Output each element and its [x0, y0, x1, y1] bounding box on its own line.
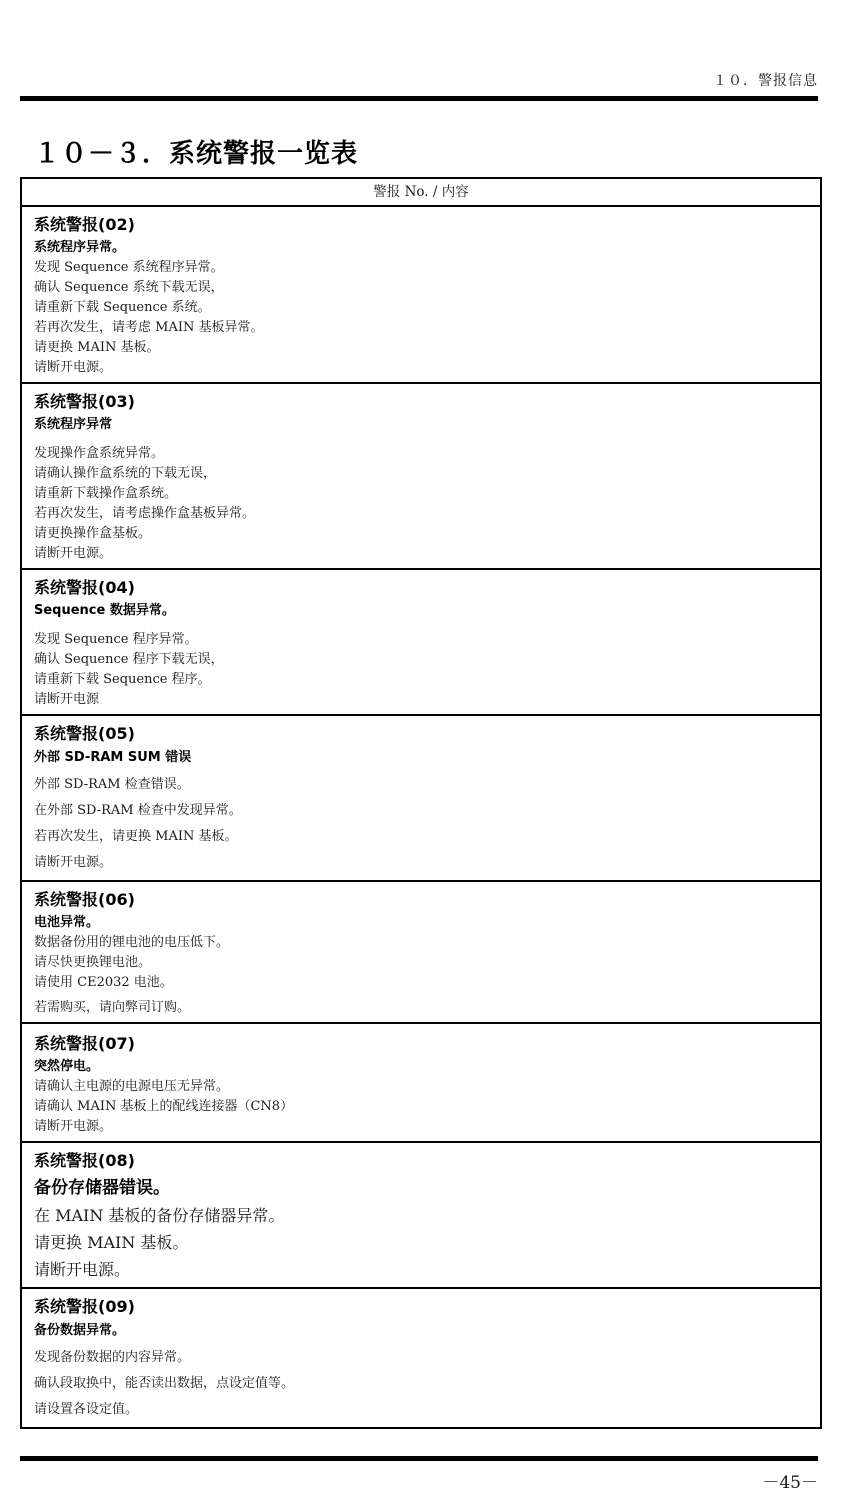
- alarm-line: 请断开电源。: [34, 855, 113, 870]
- alarm-line: 请使用 CE2032 电池。: [34, 975, 173, 990]
- footer-rule: [20, 1456, 818, 1461]
- alarm-title: 系统警报(08): [34, 1151, 135, 1170]
- alarm-line: 请尽快更换锂电池。: [34, 955, 152, 970]
- alarm-line: 请确认操作盒系统的下载无误，: [34, 466, 217, 481]
- alarm-line: 请确认 MAIN 基板上的配线连接器（CN8）: [34, 1099, 294, 1114]
- alarm-line: 若需购买，请向弊司订购。: [34, 1000, 191, 1015]
- alarm-line: 请更换 MAIN 基板。: [34, 340, 160, 355]
- alarm-line: 发现备份数据的内容异常。: [34, 1350, 191, 1365]
- alarm-title: 系统警报(09): [34, 1297, 135, 1316]
- alarm-subtitle: 电池异常。: [34, 915, 100, 930]
- alarm-line: 确认段取换中，能否读出数据，点设定值等。: [34, 1376, 295, 1391]
- alarm-line: 在 MAIN 基板的备份存储器异常。: [34, 1206, 285, 1225]
- alarm-title: 系统警报(05): [34, 724, 135, 743]
- alarm-line: 外部 SD-RAM 检查错误。: [34, 777, 190, 792]
- alarm-line: 若再次发生，请考虑 MAIN 基板异常。: [34, 320, 264, 335]
- alarm-line: 发现 Sequence 系统程序异常。: [34, 260, 224, 275]
- alarm-row-09: [22, 1289, 820, 1427]
- alarm-title: 系统警报(07): [34, 1034, 135, 1053]
- alarm-line: 确认 Sequence 程序下载无误，: [34, 652, 224, 667]
- page-number: －45－: [762, 1473, 818, 1493]
- alarm-row-08: [22, 1143, 820, 1289]
- alarm-title: 系统警报(03): [34, 392, 135, 411]
- alarm-line: 请更换 MAIN 基板。: [34, 1233, 189, 1252]
- alarm-line: 确认 Sequence 系统下载无误，: [34, 280, 224, 295]
- alarm-line: 请断开电源。: [34, 360, 113, 375]
- alarm-line: 若再次发生，请更换 MAIN 基板。: [34, 829, 238, 844]
- header-rule: [20, 96, 818, 101]
- alarm-subtitle: 备份存储器错误。: [34, 1178, 170, 1198]
- alarm-line: 请重新下载 Sequence 程序。: [34, 672, 211, 687]
- alarm-line: 请断开电源。: [34, 546, 113, 561]
- alarm-row-04: [22, 570, 820, 716]
- alarm-line: 请设置各设定值。: [34, 1402, 139, 1417]
- alarm-line: 请断开电源: [34, 692, 100, 707]
- alarm-row-07: [22, 1024, 820, 1143]
- alarm-line: 在外部 SD-RAM 检查中发现异常。: [34, 803, 242, 818]
- alarm-subtitle: 外部 SD-RAM SUM 错误: [34, 750, 192, 765]
- alarm-line: 若再次发生，请考虑操作盒基板异常。: [34, 506, 256, 521]
- table-header: 警报 No. / 内容: [22, 179, 820, 207]
- alarm-subtitle: 系统程序异常: [34, 417, 113, 432]
- alarm-row-05: [22, 716, 820, 882]
- alarm-subtitle: 备份数据异常。: [34, 1323, 126, 1338]
- alarm-subtitle: 系统程序异常。: [34, 240, 126, 255]
- alarm-table: [20, 177, 822, 1429]
- alarm-line: 请断开电源。: [34, 1119, 113, 1134]
- alarm-subtitle: 突然停电。: [34, 1059, 100, 1074]
- alarm-line: 请断开电源。: [34, 1260, 131, 1279]
- alarm-row-06: [22, 882, 820, 1024]
- alarm-line: 数据备份用的锂电池的电压低下。: [34, 935, 230, 950]
- alarm-title: 系统警报(04): [34, 578, 135, 597]
- alarm-title: 系统警报(06): [34, 890, 135, 909]
- alarm-line: 请重新下载操作盒系统。: [34, 486, 178, 501]
- alarm-row-02: [22, 207, 820, 384]
- alarm-subtitle: Sequence 数据异常。: [34, 603, 175, 618]
- alarm-line: 请重新下载 Sequence 系统。: [34, 300, 211, 315]
- alarm-line: 请更换操作盒基板。: [34, 526, 152, 541]
- alarm-line: 请确认主电源的电源电压无异常。: [34, 1079, 230, 1094]
- alarm-line: 发现 Sequence 程序异常。: [34, 632, 198, 647]
- page-title: １０－３．系统警报一览表: [34, 139, 359, 169]
- alarm-title: 系统警报(02): [34, 215, 135, 234]
- alarm-line: 发现操作盒系统异常。: [34, 446, 165, 461]
- alarm-row-03: [22, 384, 820, 570]
- chapter-header: １０．警报信息: [713, 73, 818, 89]
